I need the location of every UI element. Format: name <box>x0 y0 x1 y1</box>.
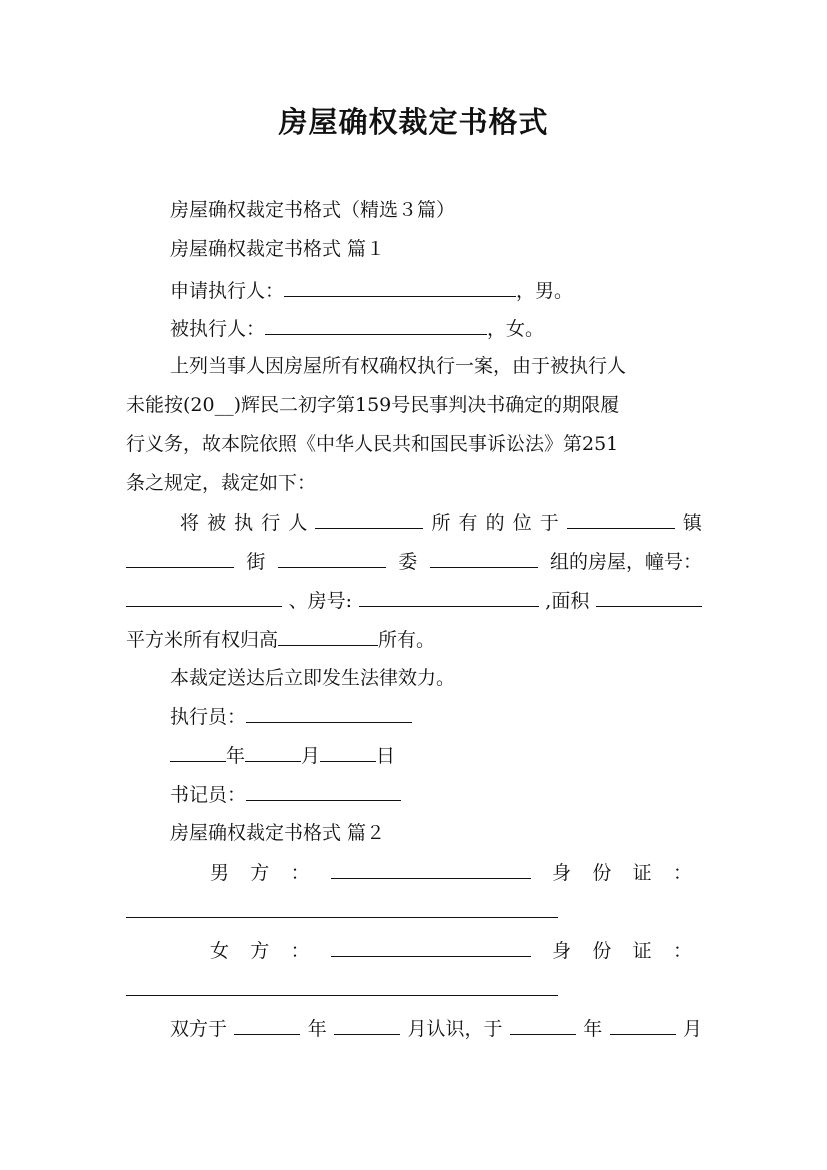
label-char: 身 <box>552 862 572 884</box>
room-label: 、房号: <box>288 590 353 612</box>
respondent-label: 被执行人： <box>170 318 266 340</box>
ruling-char: 的 <box>485 512 505 534</box>
ruling-char: 被 <box>207 512 227 534</box>
body-line-4: 条之规定，裁定如下： <box>126 472 317 494</box>
label-char: ： <box>290 940 310 962</box>
male-name-blank <box>331 860 531 879</box>
label-char: 方 <box>250 940 270 962</box>
meet-year2-label: 年 <box>583 1018 603 1040</box>
owner-name-blank <box>278 627 378 646</box>
label-char: 证 <box>632 940 652 962</box>
group-house-label: 组的房屋，幢号： <box>549 551 702 573</box>
label-char: 证 <box>632 862 652 884</box>
ruling-line-2 <box>126 549 702 574</box>
respondent-blank <box>265 316 487 335</box>
town-blank <box>126 549 234 568</box>
clerk-line <box>170 782 401 807</box>
building-number-blank <box>126 588 282 607</box>
label-char: 男 <box>210 862 230 884</box>
male-id-blank <box>126 899 558 918</box>
respondent-suffix: ，女。 <box>487 318 545 340</box>
room-number-blank <box>359 588 539 607</box>
respondent-name-blank <box>315 510 423 529</box>
applicant-line <box>170 278 573 303</box>
ruling-line-1 <box>180 510 702 535</box>
meet-year-blank <box>234 1016 300 1035</box>
meet-line <box>170 1016 702 1041</box>
applicant-label: 申请执行人： <box>170 280 285 302</box>
female-line <box>210 938 692 963</box>
committee-label: 委 <box>398 551 418 573</box>
label-char: 身 <box>552 940 572 962</box>
label-char: 份 <box>592 940 612 962</box>
body-line-1: 上列当事人因房屋所有权确权执行一案，由于被执行人 <box>170 355 627 377</box>
label-char: ： <box>672 862 692 884</box>
ruling-char: 位 <box>512 512 532 534</box>
intro-line: 房屋确权裁定书格式（精选３篇） <box>170 199 456 221</box>
label-char: 份 <box>592 862 612 884</box>
effective-line: 本裁定送达后立即发生法律效力。 <box>170 667 456 689</box>
ruling-char: 于 <box>539 512 559 534</box>
year-label: 年 <box>226 745 246 767</box>
ruling-char: 所 <box>431 512 451 534</box>
committee-blank <box>430 549 538 568</box>
location-blank <box>567 510 675 529</box>
ruling-char: 将 <box>180 512 200 534</box>
year-blank <box>170 743 226 762</box>
month-blank <box>245 743 301 762</box>
ruling-char: 镇 <box>682 512 702 534</box>
document-title: 房屋确权裁定书格式 <box>278 105 549 139</box>
date-line <box>170 743 395 768</box>
body-line-2: 未能按(20__)辉民二初字第159号民事判决书确定的期限履 <box>126 394 620 416</box>
female-id-line <box>126 977 558 1002</box>
meet-year2-blank <box>510 1016 576 1035</box>
ownership-suffix: 所有。 <box>378 629 436 651</box>
clerk-blank <box>246 782 401 801</box>
applicant-blank <box>284 278 516 297</box>
street-label: 街 <box>246 551 266 573</box>
day-blank <box>320 743 376 762</box>
meet-year-label: 年 <box>307 1018 327 1040</box>
piece1-heading: 房屋确权裁定书格式 篇１ <box>170 238 386 260</box>
street-blank <box>278 549 386 568</box>
meet-month-blank <box>334 1016 400 1035</box>
ruling-char: 执 <box>234 512 254 534</box>
label-char: ： <box>290 862 310 884</box>
label-char: 女 <box>210 940 230 962</box>
meet-month2-label: 月 <box>682 1018 702 1040</box>
ruling-char: 人 <box>288 512 308 534</box>
female-name-blank <box>331 938 531 957</box>
ruling-line-4 <box>126 627 702 652</box>
male-line <box>210 860 692 885</box>
respondent-line <box>170 316 544 341</box>
ruling-char: 行 <box>261 512 281 534</box>
ruling-line-3 <box>126 588 702 613</box>
label-char: ： <box>672 940 692 962</box>
meet-month-label: 月认识，于 <box>407 1018 503 1040</box>
executor-label: 执行员： <box>170 706 247 728</box>
meet-month2-blank <box>610 1016 676 1035</box>
clerk-label: 书记员： <box>170 784 247 806</box>
applicant-suffix: ，男。 <box>516 280 574 302</box>
executor-blank <box>246 704 412 723</box>
month-label: 月 <box>301 745 321 767</box>
day-label: 日 <box>376 745 396 767</box>
ownership-label: 平方米所有权归高 <box>126 629 279 651</box>
body-line-3: 行义务，故本院依照《中华人民共和国民事诉讼法》第251 <box>126 433 619 455</box>
executor-line <box>170 704 412 729</box>
female-id-blank <box>126 977 558 996</box>
area-label: ,面积 <box>545 590 590 612</box>
piece2-heading: 房屋确权裁定书格式 篇２ <box>170 822 386 844</box>
meet-prefix: 双方于 <box>170 1018 228 1040</box>
ruling-char: 有 <box>458 512 478 534</box>
label-char: 方 <box>250 862 270 884</box>
area-blank <box>596 588 702 607</box>
male-id-line <box>126 899 558 924</box>
